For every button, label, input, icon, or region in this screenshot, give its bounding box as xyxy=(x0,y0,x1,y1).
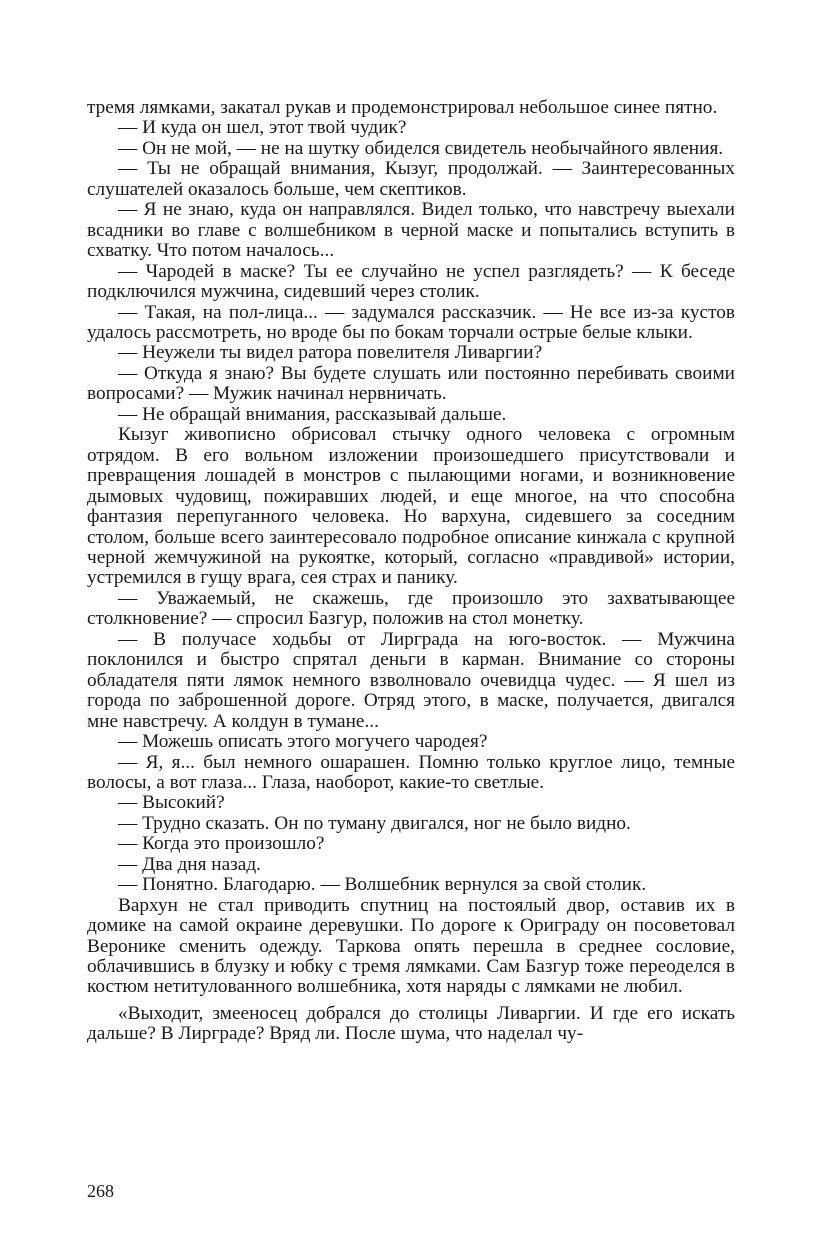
paragraph: — Такая, на пол-лица... — задумался рассказчик. — Не все из-за кустов удалось рассмотреть, но вроде бы по бокам торчали острые белые клыки. xyxy=(87,301,735,343)
paragraph: Кызуг живописно обрисовал стычку одного человека с огромным отрядом. В его вольном изложении произошедшего присутствовали и превращения лошадей в монстров с пылающими ногами, и возникновение дымовых чудовищ, пожиравших людей, и еще многое, на что способна фантазия перепуганного человека. Но вархуна, сидевшего за соседним столом, больше всего заинтересовало подробное описание кинжала с крупной черной жемчужиной на рукоятке, который, согласно «правдивой» истории, устремился в гущу врага, сея страх и панику. xyxy=(87,424,735,589)
paragraph: — И куда он шел, этот твой чудик? xyxy=(118,117,407,139)
paragraph: — Высокий? xyxy=(118,792,225,814)
paragraph: — Уважаемый, не скажешь, где произошло это захватывающее столкновение? — спросил Базгур, положив на стол монетку. xyxy=(87,587,735,630)
paragraph: — Трудно сказать. Он по туману двигался, ног не было видно. xyxy=(118,812,631,834)
paragraph: — В получасе ходьбы от Лирграда на юго-восток. — Мужчина поклонился и быстро спрятал деньги в карман. Внимание со стороны обладателя пяти лямок немного взволновало очевидца чудес. — Я шел из города по заброшенной дороге. Отряд этого, в маске, получается, двигался мне навстречу. А колдун в тумане... xyxy=(87,628,735,732)
paragraph: — Когда это произошло? xyxy=(118,833,325,855)
paragraph: — Я не знаю, куда он направлялся. Видел только, что навстречу выехали всадники во главе с волшебником в черной маске и попытались вступить в схватку. Что потом началось... xyxy=(87,199,735,262)
paragraph: — Он не мой, — не на шутку обиделся свидетель необычайного явления. xyxy=(118,137,724,159)
paragraph: «Выходит, змееносец добрался до столицы Ливаргии. И где его искать дальше? В Лирграде? Вряд ли. После шума, что наделал чу- xyxy=(87,1002,735,1045)
paragraph: — Чародей в маске? Ты ее случайно не успел разглядеть? — К беседе подключился мужчина, сидевший через столик. xyxy=(87,260,735,303)
page-number: 268 xyxy=(87,1181,114,1201)
paragraph: — Два дня назад. xyxy=(118,853,261,875)
body-text xyxy=(87,98,735,1045)
paragraph: — Откуда я знаю? Вы будете слушать или постоянно перебивать своими вопросами? — Мужик начинал нервничать. xyxy=(87,362,735,405)
paragraph: — Неужели ты видел ратора повелителя Ливаргии? xyxy=(118,342,543,364)
paragraph: — Можешь описать этого могучего чародея? xyxy=(118,731,488,753)
paragraph: — Я, я... был немного ошарашен. Помню только круглое лицо, темные волосы, а вот глаза... Глаза, наоборот, какие-то светлые. xyxy=(87,751,735,793)
paragraph: тремя лямками, закатал рукав и продемонстрировал небольшое синее пятно. xyxy=(87,97,718,118)
paragraph: — Ты не обращай внимания, Кызуг, продолжай. — Заинтересованных слушателей оказалось больше, чем скептиков. xyxy=(87,158,735,200)
paragraph: — Не обращай внимания, рассказывай дальше. xyxy=(118,403,507,425)
paragraph: Вархун не стал приводить спутниц на постоялый двор, оставив их в домике на самой окраине деревушки. По дороге к Ориграду он посоветовал Веронике сменить одежду. Таркова опять перешла в среднее сословие, облачившись в блузку и юбку с тремя лямками. Сам Базгур тоже переоделся в костюм нетитулованного волшебника, хотя наряды с лямками не любил. xyxy=(87,894,735,998)
paragraph: — Понятно. Благодарю. — Волшебник вернулся за свой столик. xyxy=(118,874,647,896)
